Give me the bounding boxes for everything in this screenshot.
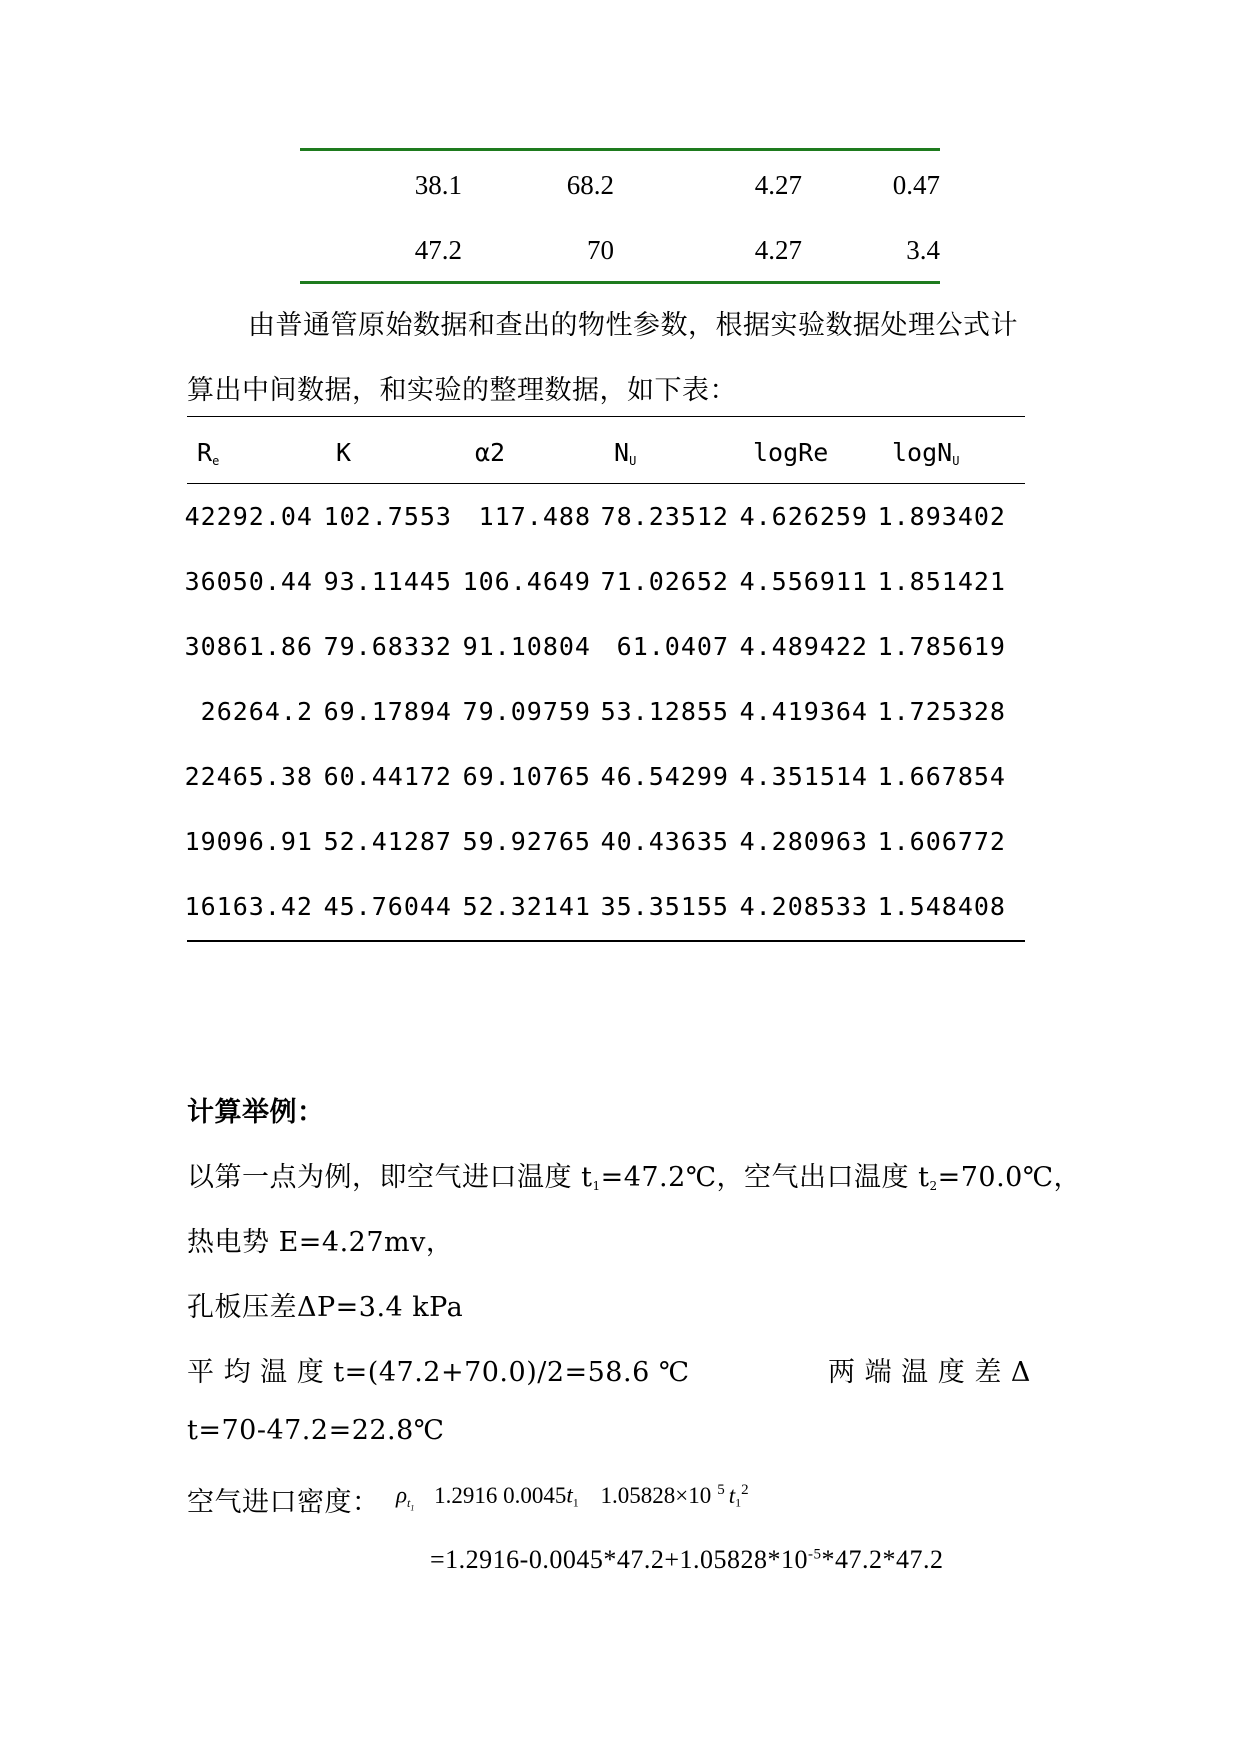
intro-line-1: 由普通管原始数据和查出的物性参数，根据实验数据处理公式计 [248,310,1018,341]
density-sq: 2 [741,1482,749,1498]
table2-cell: 4.626259 [739,502,868,531]
table2-header-cell [753,438,828,467]
table2-cell: 69.10765 [462,762,591,791]
table2-header-cell [614,438,636,468]
table2-cell: 102.7553 [323,502,452,531]
example-line-1-b: =47.2℃，空气出口温度 t [600,1162,930,1193]
table1-cell: 70 [587,235,614,265]
table2-cell: 30861.86 [184,632,313,661]
table2-cell: 16163.42 [184,892,313,921]
density-formula-part2: 1.05828×10 [600,1482,712,1508]
table2-cell: 78.23512 [600,502,729,531]
table2-header-cell [892,438,959,468]
table2-cell: 35.35155 [600,892,729,921]
example-line-4a: 平 均 温 度 t=(47.2+70.0)/2=58.6 ℃ [187,1357,690,1388]
table2-cell: 4.280963 [739,827,868,856]
table2-cell: 42292.04 [184,502,313,531]
table2-cell: 69.17894 [323,697,452,726]
table2-cell: 61.0407 [616,632,729,661]
table2-header-label: logN [892,438,953,467]
table2-header-label: α2 [475,438,506,467]
table2-cell: 26264.2 [200,697,313,726]
table2-cell: 79.09759 [462,697,591,726]
table2-cell: 52.32141 [462,892,591,921]
table2-header-label: K [336,438,352,467]
table2-header-subscript: U [629,454,637,468]
density-t1-b: t [728,1482,736,1508]
table2-cell: 4.419364 [739,697,868,726]
table2-cell: 45.76044 [323,892,452,921]
table2-header-cell [336,438,351,467]
table2-cell: 59.92765 [462,827,591,856]
density-line-2 [430,1545,943,1575]
example-heading: 计算举例： [187,1097,325,1128]
rho-symbol: ρ [396,1482,408,1508]
table2-cell: 106.4649 [462,567,591,596]
example-line-2: 热电势 E=4.27mv， [187,1227,454,1258]
table1-cell: 3.4 [906,235,940,265]
table1-cell: 47.2 [414,235,462,265]
density-formula [396,1482,749,1512]
table2-cell: 1.785619 [877,632,1006,661]
table2-header-cell [475,438,505,467]
example-line-1-sub1: 1 [592,1179,601,1193]
table2-cell: 19096.91 [184,827,313,856]
density-line-2-exp: -5 [807,1546,822,1563]
table1-top-rule [300,148,940,151]
table2-cell: 1.548408 [877,892,1006,921]
density-line-2-a: =1.2916-0.0045*47.2+1.05828*10 [430,1545,808,1574]
table2-bottom-rule [187,940,1025,942]
intro-line-2: 算出中间数据，和实验的整理数据，如下表： [187,375,737,406]
table2-cell: 91.10804 [462,632,591,661]
example-line-1-a: 以第一点为例，即空气进口温度 t [187,1162,593,1193]
density-t1: t [566,1482,573,1508]
table1-cell: 0.47 [892,170,940,200]
example-line-5: t=70-47.2=22.8℃ [187,1415,445,1446]
density-t1b-sub: 1 [735,1495,742,1510]
table2-header-subscript: U [952,454,960,468]
density-line-2-b: *47.2*47.2 [821,1545,944,1574]
example-line-1-sub2: 2 [929,1179,938,1193]
table2-cell: 79.68332 [323,632,452,661]
table1-cell: 4.27 [754,235,802,265]
table2-cell: 4.556911 [739,567,868,596]
example-line-3: 孔板压差ΔP=3.4 kPa [187,1292,464,1323]
table2-cell: 117.488 [478,502,591,531]
example-line-1-c: =70.0℃， [937,1162,1082,1193]
density-label: 空气进口密度： [187,1487,380,1518]
table2-header-subscript: e [212,454,220,468]
table2-cell: 1.725328 [877,697,1006,726]
table2-header-label: logRe [753,438,829,467]
example-line-1 [187,1155,1081,1194]
table2-cell: 4.208533 [739,892,868,921]
table2-header-cell [197,438,219,468]
example-line-4b: 两 端 温 度 差 Δ [828,1357,1031,1388]
table2-cell: 71.02652 [600,567,729,596]
table1-cell: 38.1 [414,170,462,200]
table2-header-label: N [614,438,630,467]
table2-cell: 46.54299 [600,762,729,791]
density-t1-sub: 1 [572,1495,579,1510]
table2-cell: 52.41287 [323,827,452,856]
table2-cell: 1.893402 [877,502,1006,531]
table2-cell: 1.606772 [877,827,1006,856]
density-exp: 5 [717,1482,725,1498]
table2-cell: 1.667854 [877,762,1006,791]
table1-cell: 68.2 [566,170,614,200]
table2-header-label: R [197,438,213,467]
table2-top-rule [187,416,1025,417]
rho-sub: t1 [407,1495,415,1513]
table2-cell: 4.351514 [739,762,868,791]
table2-cell: 22465.38 [184,762,313,791]
table2-header-rule [187,483,1025,484]
table2-cell: 1.851421 [877,567,1006,596]
table2-cell: 53.12855 [600,697,729,726]
table2-cell: 93.11445 [323,567,452,596]
table2-cell: 36050.44 [184,567,313,596]
table2-cell: 4.489422 [739,632,868,661]
table1-cell: 4.27 [754,170,802,200]
table1-bottom-rule [300,281,940,284]
table2-cell: 40.43635 [600,827,729,856]
density-formula-part1: 1.2916 0.0045 [434,1482,567,1508]
table2-cell: 60.44172 [323,762,452,791]
